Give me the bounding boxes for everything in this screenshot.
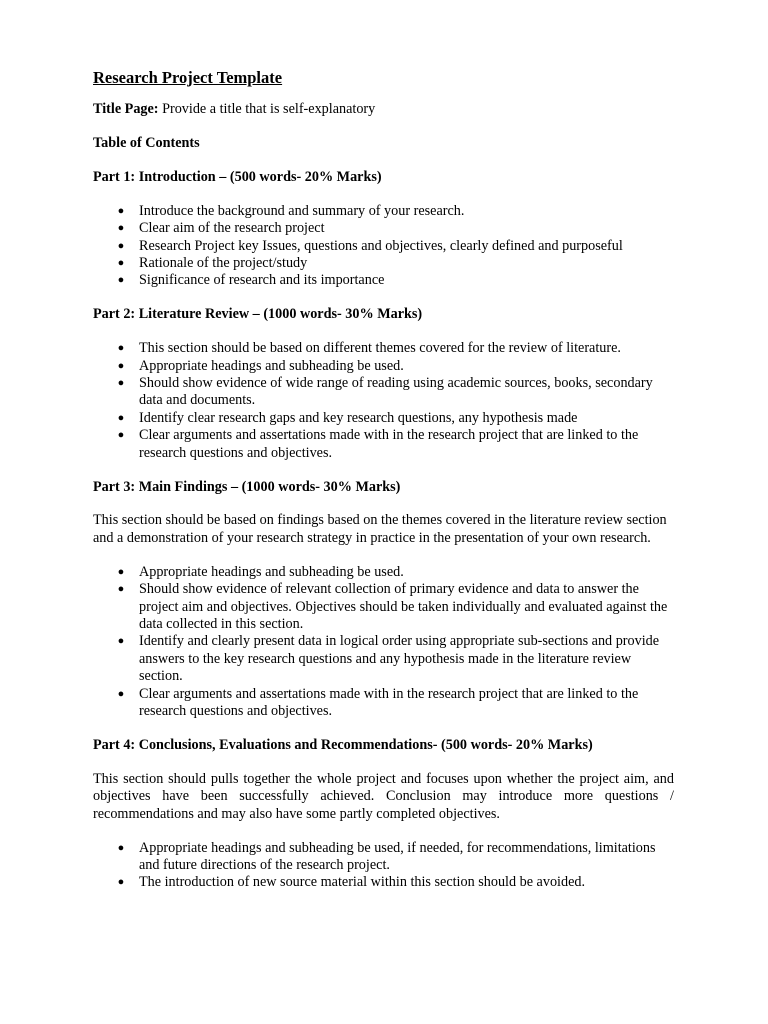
list-item-text: The introduction of new source material within this section should be avoided. [139, 874, 586, 891]
part4-bullet-list [93, 840, 674, 892]
list-item [93, 686, 674, 721]
bullet-icon: ● [117, 635, 125, 648]
table-of-contents-heading: Table of Contents [93, 134, 200, 151]
part1-heading: Part 1: Introduction – (500 words- 20% Marks) [93, 168, 382, 185]
document-title: Research Project Template [93, 68, 283, 87]
bullet-icon: ● [117, 256, 125, 269]
list-item [93, 272, 674, 289]
part1-bullet-list [93, 203, 674, 290]
list-item [93, 874, 674, 891]
list-item-text: This section should be based on different themes covered for the review of literature. [139, 340, 621, 357]
bullet-icon: ● [117, 222, 125, 235]
bullet-icon: ● [117, 565, 125, 578]
part4-intro-paragraph: This section should pulls together the whole project and focuses upon whether the project aim, and objectives have been successfully achieved. Conclusion may introduce more questions / recommendations and may also have some partly completed objectives. [93, 770, 674, 822]
bullet-icon: ● [117, 687, 125, 700]
list-item [93, 255, 674, 272]
list-item-text: Appropriate headings and subheading be used, if needed, for recommendations, limitations and future directions of the research project. [139, 839, 656, 873]
list-item [93, 220, 674, 237]
document-page [93, 68, 674, 908]
bullet-icon: ● [117, 841, 125, 854]
list-item-text: Appropriate headings and subheading be used. [139, 357, 404, 374]
bullet-icon: ● [117, 359, 125, 372]
bullet-icon: ● [117, 429, 125, 442]
list-item-text: Introduce the background and summary of your research. [139, 202, 465, 219]
bullet-icon: ● [117, 274, 125, 287]
list-item [93, 427, 674, 462]
list-item [93, 633, 674, 685]
list-item-text: Identify and clearly present data in logical order using appropriate sub-sections and provide answers to the key research questions and any hypothesis made in the literature review section. [139, 633, 660, 685]
list-item-text: Significance of research and its importance [139, 272, 385, 289]
list-item [93, 375, 674, 410]
bullet-icon: ● [117, 239, 125, 252]
list-item [93, 564, 674, 581]
part3-heading: Part 3: Main Findings – (1000 words- 30% Marks) [93, 478, 401, 495]
title-page-label: Title Page: [93, 101, 159, 117]
list-item [93, 840, 674, 875]
list-item-text: Should show evidence of relevant collection of primary evidence and data to answer the project aim and objectives. Objectives should be taken individually and evaluated against the data collected in this section. [139, 581, 668, 632]
list-item [93, 340, 674, 357]
part2-heading: Part 2: Literature Review – (1000 words- 30% Marks) [93, 306, 423, 323]
title-page-line [93, 101, 674, 118]
part3-bullet-list [93, 564, 674, 721]
list-item-text: Identify clear research gaps and key research questions, any hypothesis made [139, 409, 578, 426]
bullet-icon: ● [117, 204, 125, 217]
list-item-text: Clear arguments and assertations made with in the research project that are linked to the research questions and objectives. [139, 427, 639, 461]
list-item-text: Rationale of the project/study [139, 254, 308, 271]
part3-intro-paragraph: This section should be based on findings based on the themes covered in the literature review section and a demonstration of your research strategy in practice in the presentation of your own research. [93, 512, 667, 546]
list-item [93, 358, 674, 375]
list-item [93, 203, 674, 220]
list-item [93, 410, 674, 427]
list-item-text: Should show evidence of wide range of reading using academic sources, books, secondary data and documents. [139, 374, 653, 409]
part2-bullet-list [93, 340, 674, 462]
list-item-text: Clear arguments and assertations made with in the research project that are linked to the research questions and objectives. [139, 685, 639, 719]
list-item-text: Appropriate headings and subheading be used. [139, 563, 404, 580]
list-item [93, 581, 674, 633]
bullet-icon: ● [117, 376, 125, 389]
bullet-icon: ● [117, 342, 125, 355]
bullet-icon: ● [117, 583, 125, 596]
list-item-text: Clear aim of the research project [139, 220, 325, 237]
part4-heading: Part 4: Conclusions, Evaluations and Recommendations- (500 words- 20% Marks) [93, 736, 593, 753]
bullet-icon: ● [117, 411, 125, 424]
title-page-text: Provide a title that is self-explanatory [158, 101, 376, 117]
bullet-icon: ● [117, 876, 125, 889]
list-item [93, 238, 674, 255]
list-item-text: Research Project key Issues, questions and objectives, clearly defined and purposeful [139, 237, 623, 254]
